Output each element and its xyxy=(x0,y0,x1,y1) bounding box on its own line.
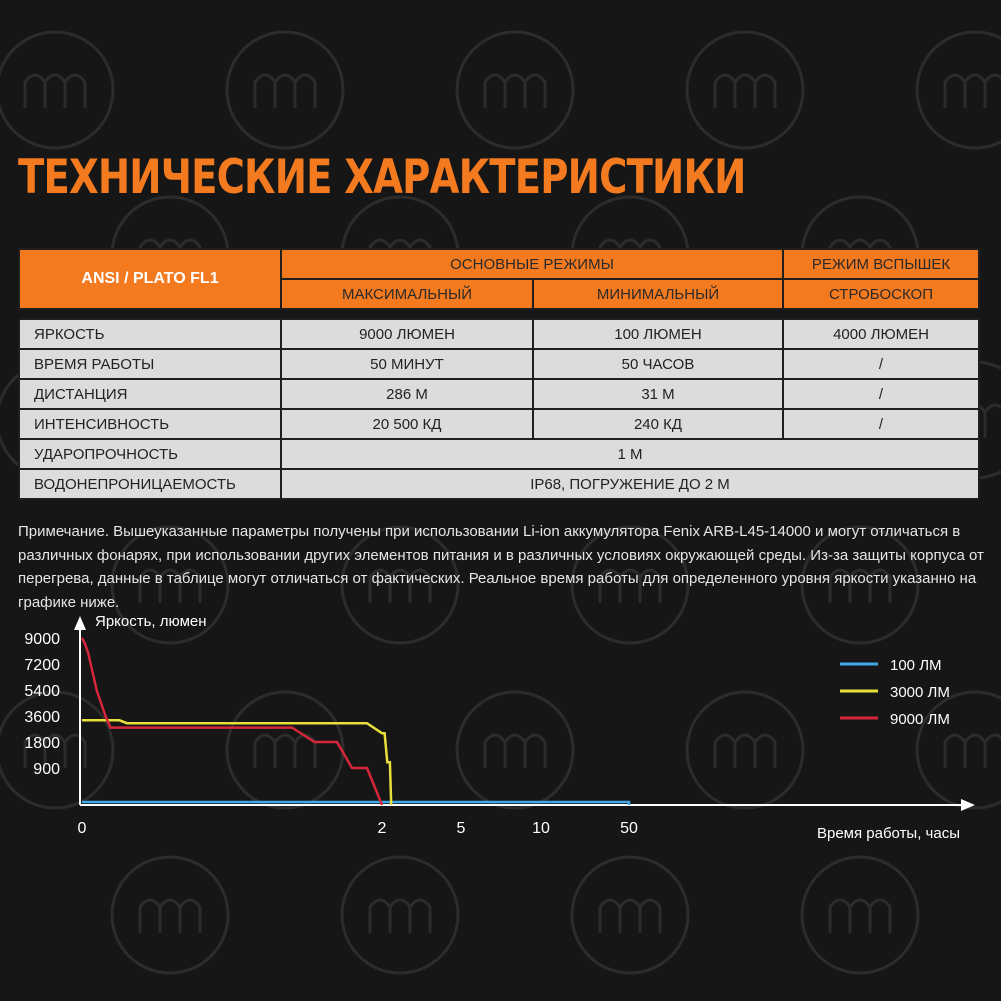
x-tick-label: 0 xyxy=(77,820,87,837)
table-row xyxy=(19,349,979,379)
cell-min: 50 ЧАСОВ xyxy=(533,349,783,379)
cell-strobe: / xyxy=(783,349,979,379)
y-tick-label: 7200 xyxy=(24,657,60,674)
spec-table xyxy=(18,248,980,500)
col-strobe-header: СТРОБОСКОП xyxy=(783,279,979,309)
runtime-chart xyxy=(0,600,1001,850)
table-row xyxy=(19,379,979,409)
cell-min: 31 М xyxy=(533,379,783,409)
cell-max: 9000 ЛЮМЕН xyxy=(281,319,533,349)
y-axis-label: Яркость, люмен xyxy=(95,613,207,630)
x-tick-label: 2 xyxy=(377,820,387,837)
row-label: УДАРОПРОЧНОСТЬ xyxy=(19,439,281,469)
table-row xyxy=(19,469,979,499)
series-line-1 xyxy=(82,720,391,805)
group-main-modes: ОСНОВНЫЕ РЕЖИМЫ xyxy=(281,249,783,279)
cell-strobe: / xyxy=(783,409,979,439)
cell-strobe: / xyxy=(783,379,979,409)
col-max-header: МАКСИМАЛЬНЫЙ xyxy=(281,279,533,309)
cell-max: 20 500 КД xyxy=(281,409,533,439)
col-min-header: МИНИМАЛЬНЫЙ xyxy=(533,279,783,309)
legend-entry: 100 ЛМ xyxy=(890,657,942,674)
row-label: ЯРКОСТЬ xyxy=(19,319,281,349)
y-tick-label: 900 xyxy=(33,761,60,778)
table-row xyxy=(19,439,979,469)
cell-max: 286 М xyxy=(281,379,533,409)
row-label: ДИСТАНЦИЯ xyxy=(19,379,281,409)
series-line-2 xyxy=(82,638,382,805)
page-title: ТЕХНИЧЕСКИЕ ХАРАКТЕРИСТИКИ xyxy=(18,150,746,205)
cell-water-value: IP68, ПОГРУЖЕНИЕ ДО 2 М xyxy=(281,469,979,499)
cell-min: 100 ЛЮМЕН xyxy=(533,319,783,349)
x-tick-label: 5 xyxy=(456,820,466,837)
table-row xyxy=(19,319,979,349)
row-label: ИНТЕНСИВНОСТЬ xyxy=(19,409,281,439)
y-axis-arrow xyxy=(74,616,86,630)
cell-impact-value: 1 М xyxy=(281,439,979,469)
table-row xyxy=(19,409,979,439)
table-corner-header: ANSI / PLATO FL1 xyxy=(19,249,281,309)
row-label: ВРЕМЯ РАБОТЫ xyxy=(19,349,281,379)
cell-strobe: 4000 ЛЮМЕН xyxy=(783,319,979,349)
group-flash-mode: РЕЖИМ ВСПЫШЕК xyxy=(783,249,979,279)
cell-min: 240 КД xyxy=(533,409,783,439)
note-text: Примечание. Вышеуказанные параметры получены при использовании Li-ion аккумулятора Fenix ARB-L45-14000 и могут отличаться в различных фонарях, при использовании других элементов питания и в различных условиях окружающей среды. Из-за защиты корпуса от перегрева, данные в таблице могут отличаться от фактических. Реальное время работы для определенного уровня яркости указанно на графике ниже. xyxy=(18,523,984,611)
cell-max: 50 МИНУТ xyxy=(281,349,533,379)
y-tick-label: 5400 xyxy=(24,683,60,700)
row-label: ВОДОНЕПРОНИЦАЕМОСТЬ xyxy=(19,469,281,499)
x-axis-arrow xyxy=(961,799,975,811)
y-tick-label: 3600 xyxy=(24,709,60,726)
y-tick-label: 9000 xyxy=(24,631,60,648)
x-tick-label: 10 xyxy=(532,820,550,837)
legend-entry: 9000 ЛМ xyxy=(890,711,950,728)
x-tick-label: 50 xyxy=(620,820,638,837)
x-axis-label: Время работы, часы xyxy=(816,825,960,842)
y-tick-label: 1800 xyxy=(24,735,60,752)
legend-entry: 3000 ЛМ xyxy=(890,684,950,701)
